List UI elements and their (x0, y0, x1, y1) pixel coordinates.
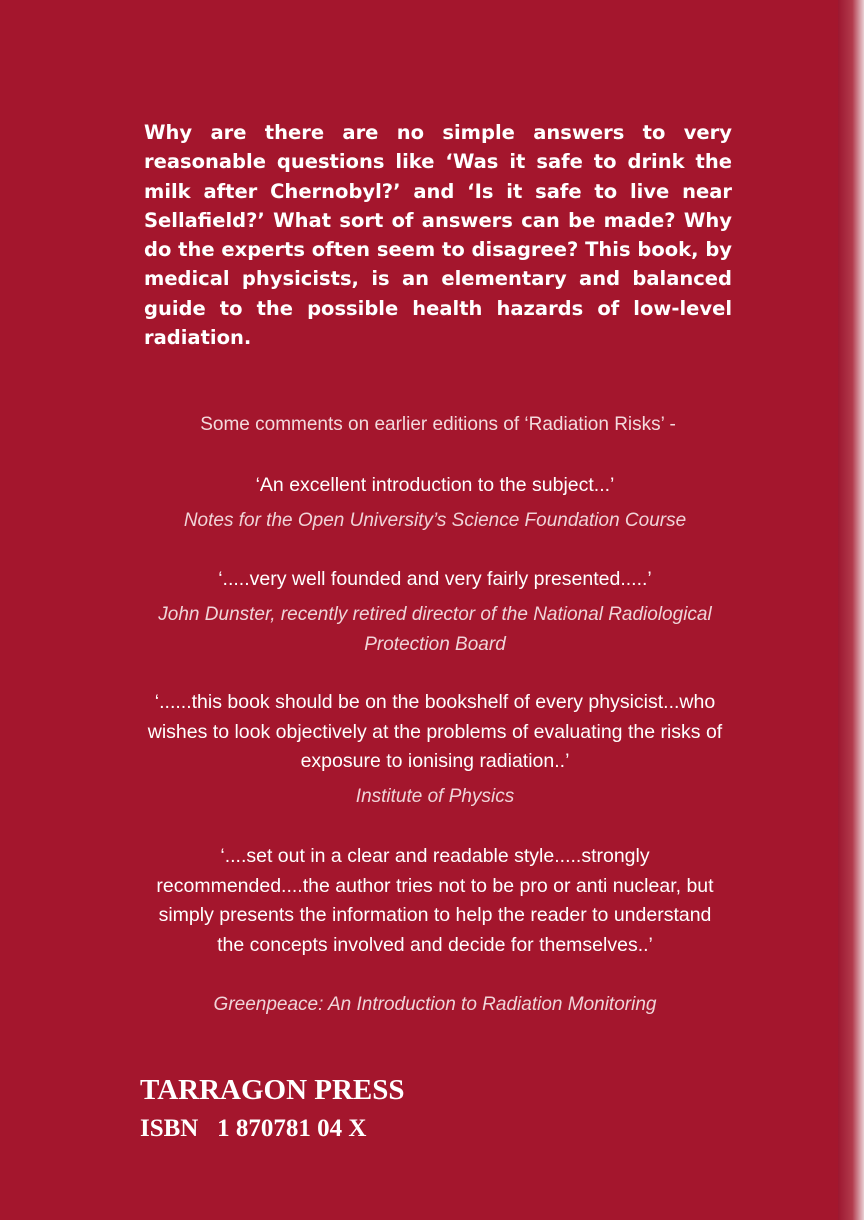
review-source: John Dunster, recently retired director of the National Radiological Protection Board (158, 604, 712, 655)
review-quote: ‘.....very well founded and very fairly presented.....’ (218, 568, 652, 590)
blurb-paragraph: Why are there are no simple answers to very reasonable questions like ‘Was it safe to drink the milk after Chernobyl?’ and ‘Is it safe to live near Sellafield?’ What sort of answers can be made? Why do the experts often seem to disagree? This book, by medical physicists, is an elementary and balanced guide to the possible health hazards of low-level radiation. (144, 121, 732, 350)
comments-intro: Some comments on earlier editions of ‘Radiation Risks’ - (200, 414, 676, 435)
review-quote: ‘......this book should be on the bookshelf of every physicist...who wishes to look objectively at the problems of evaluating the risks of exposure to ionising radiation..’ (147, 691, 723, 772)
review-quote: ‘....set out in a clear and readable style.....strongly recommended....the author tries not to be pro or anti nuclear, but simply presents the information to help the reader to understand the concepts involved and decide for themselves..’ (156, 845, 714, 956)
review-source: Institute of Physics (355, 786, 515, 807)
review-source: Greenpeace: An Introduction to Radiation Monitoring (213, 994, 657, 1015)
page-edge (838, 0, 864, 1220)
isbn-number: ISBN 1 870781 04 X (140, 1115, 367, 1142)
review-source: Notes for the Open University’s Science Foundation Course (183, 510, 687, 531)
review-quote: ‘An excellent introduction to the subject...’ (255, 474, 615, 496)
publisher-name: TARRAGON PRESS (140, 1074, 405, 1106)
